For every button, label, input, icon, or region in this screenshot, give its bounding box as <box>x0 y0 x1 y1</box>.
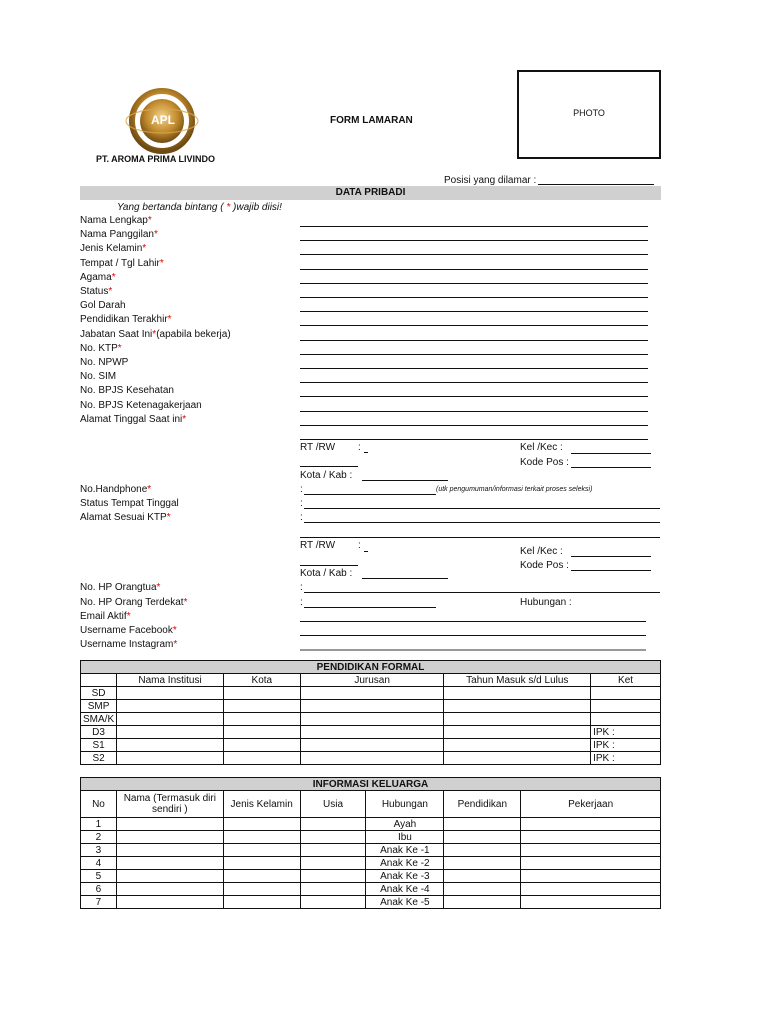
rt-rw-label: RT /RW <box>300 442 336 453</box>
hp-terdekat-label-text: No. HP Orang Terdekat <box>80 597 184 608</box>
rt-rw-ktp-label: RT /RW <box>300 540 336 551</box>
kel-kec-ktp-field[interactable] <box>571 556 651 557</box>
education-input-cell[interactable] <box>444 713 591 726</box>
family-input-cell[interactable] <box>300 818 366 831</box>
family-row-number: 7 <box>81 896 117 909</box>
email-label <box>80 611 131 622</box>
personal-field-extra: (apabila bekerja) <box>156 329 231 340</box>
rt-rw-colon: : <box>358 442 361 453</box>
family-column-header: Pendidikan <box>444 791 521 818</box>
education-input-cell[interactable] <box>300 739 444 752</box>
family-input-cell[interactable] <box>116 870 223 883</box>
family-row <box>81 818 661 831</box>
required-note-prefix: Yang bertanda bintang ( <box>117 202 224 213</box>
education-input-cell[interactable] <box>444 700 591 713</box>
email-label-text: Email Aktif <box>80 611 127 622</box>
education-column-header: Ket <box>591 674 661 687</box>
personal-field-input[interactable] <box>300 297 648 298</box>
family-input-cell[interactable] <box>444 857 521 870</box>
kel-kec-ktp-label: Kel /Kec : <box>520 546 563 557</box>
company-logo <box>96 88 231 168</box>
family-input-cell[interactable] <box>116 896 223 909</box>
education-column-header <box>81 674 117 687</box>
family-input-cell[interactable] <box>116 831 223 844</box>
personal-field-input[interactable] <box>300 254 648 255</box>
position-label: Posisi yang dilamar : <box>444 175 537 186</box>
facebook-star: * <box>172 625 177 636</box>
personal-field-label <box>80 272 116 283</box>
rt-rw-field[interactable] <box>364 452 368 453</box>
handphone-label <box>80 484 151 495</box>
education-input-cell[interactable] <box>300 713 444 726</box>
form-title: FORM LAMARAN <box>330 115 413 126</box>
personal-field-input[interactable] <box>300 396 648 397</box>
family-input-cell[interactable] <box>223 896 300 909</box>
instagram-star: * <box>173 639 178 650</box>
required-star: * <box>142 243 147 254</box>
education-input-cell[interactable] <box>444 726 591 739</box>
personal-field-label <box>80 414 186 425</box>
family-row <box>81 870 661 883</box>
education-input-cell[interactable] <box>444 739 591 752</box>
education-input-cell[interactable] <box>117 739 224 752</box>
family-row-number: 3 <box>81 844 117 857</box>
kode-pos-ktp-label: Kode Pos : <box>520 560 569 571</box>
position-field[interactable] <box>538 184 654 185</box>
family-input-cell[interactable] <box>300 883 366 896</box>
family-row-number: 6 <box>81 883 117 896</box>
family-input-cell[interactable] <box>300 831 366 844</box>
education-input-cell[interactable] <box>223 739 300 752</box>
personal-field-label-text: No. BPJS Ketenagakerjaan <box>80 400 202 411</box>
personal-field-input[interactable] <box>300 269 648 270</box>
education-table <box>80 660 661 765</box>
kota-kab-ktp-label: Kota / Kab : <box>300 568 353 579</box>
handphone-label-text: No.Handphone <box>80 484 148 495</box>
education-row <box>81 713 661 726</box>
hp-orangtua-field[interactable] <box>304 592 660 593</box>
family-input-cell[interactable] <box>521 844 661 857</box>
personal-field-label-text: No. NPWP <box>80 357 129 368</box>
personal-field-input[interactable] <box>300 425 648 426</box>
facebook-label <box>80 625 177 636</box>
alamat-ktp-label <box>80 512 171 523</box>
handphone-field[interactable] <box>304 494 436 495</box>
personal-field-label <box>80 357 128 368</box>
family-input-cell[interactable] <box>521 818 661 831</box>
hp-orangtua-colon: : <box>300 582 303 593</box>
family-relation: Anak Ke -1 <box>366 844 444 857</box>
family-relation: Anak Ke -2 <box>366 857 444 870</box>
kota-kab-label: Kota / Kab : <box>300 470 353 481</box>
personal-field-input[interactable] <box>300 382 648 383</box>
education-row <box>81 739 661 752</box>
personal-field-label <box>80 243 146 254</box>
education-ket-cell[interactable] <box>591 687 661 700</box>
personal-field-label-text: Pendidikan Terakhir <box>80 314 168 325</box>
personal-field-input[interactable] <box>300 226 648 227</box>
kode-pos-field[interactable] <box>571 467 651 468</box>
family-row-number: 5 <box>81 870 117 883</box>
education-input-cell[interactable] <box>444 752 591 765</box>
education-column-header: Jurusan <box>300 674 444 687</box>
family-input-cell[interactable] <box>223 870 300 883</box>
education-input-cell[interactable] <box>117 700 224 713</box>
personal-field-input[interactable] <box>300 354 648 355</box>
personal-field-input[interactable] <box>300 368 648 369</box>
personal-field-input[interactable] <box>300 283 648 284</box>
family-row <box>81 883 661 896</box>
family-input-cell[interactable] <box>521 831 661 844</box>
family-relation: Anak Ke -4 <box>366 883 444 896</box>
alamat-ktp-colon: : <box>300 512 303 523</box>
photo-label: PHOTO <box>573 108 605 118</box>
required-star: * <box>152 329 157 340</box>
required-note-star: * <box>223 202 234 213</box>
required-star: * <box>111 272 116 283</box>
family-input-cell[interactable] <box>223 831 300 844</box>
personal-field-label-text: Agama <box>80 272 112 283</box>
education-ket-cell[interactable]: IPK : <box>591 726 661 739</box>
family-row <box>81 844 661 857</box>
education-input-cell[interactable] <box>223 752 300 765</box>
email-star: * <box>126 611 131 622</box>
facebook-label-text: Username Facebook <box>80 625 173 636</box>
family-row <box>81 857 661 870</box>
personal-field-label <box>80 314 172 325</box>
family-column-header: Pekerjaan <box>521 791 661 818</box>
personal-field-input[interactable] <box>300 411 648 412</box>
family-input-cell[interactable] <box>223 844 300 857</box>
kota-kab-ktp-field[interactable] <box>362 578 448 579</box>
family-input-cell[interactable] <box>444 883 521 896</box>
education-input-cell[interactable] <box>223 687 300 700</box>
required-note <box>117 202 282 213</box>
education-input-cell[interactable] <box>117 752 224 765</box>
required-star: * <box>117 343 122 354</box>
family-input-cell[interactable] <box>444 896 521 909</box>
instagram-field[interactable] <box>300 649 646 651</box>
education-level: SMP <box>81 700 117 713</box>
family-input-cell[interactable] <box>116 883 223 896</box>
education-input-cell[interactable] <box>300 752 444 765</box>
education-section-title: PENDIDIKAN FORMAL <box>81 661 661 674</box>
family-column-header: Usia <box>300 791 366 818</box>
personal-field-label-text: No. BPJS Kesehatan <box>80 385 174 396</box>
alamat-ktp-star: * <box>166 512 171 523</box>
required-star: * <box>159 258 164 269</box>
personal-field-label-text: Alamat Tinggal Saat ini <box>80 414 183 425</box>
family-input-cell[interactable] <box>116 818 223 831</box>
family-input-cell[interactable] <box>521 857 661 870</box>
education-input-cell[interactable] <box>117 713 224 726</box>
family-input-cell[interactable] <box>444 870 521 883</box>
family-input-cell[interactable] <box>521 870 661 883</box>
alamat-ktp-field-2[interactable] <box>300 537 660 538</box>
family-input-cell[interactable] <box>300 857 366 870</box>
education-input-cell[interactable] <box>300 700 444 713</box>
alamat-ktp-label-text: Alamat Sesuai KTP <box>80 512 167 523</box>
hubungan-label: Hubungan : <box>520 597 572 608</box>
education-row <box>81 687 661 700</box>
family-row <box>81 831 661 844</box>
education-input-cell[interactable] <box>117 687 224 700</box>
hp-terdekat-colon: : <box>300 597 303 608</box>
education-ket-cell[interactable] <box>591 700 661 713</box>
personal-field-label-text: Nama Panggilan <box>80 229 154 240</box>
education-ket-cell[interactable]: IPK : <box>591 752 661 765</box>
family-column-header: Jenis Kelamin <box>223 791 300 818</box>
kode-pos-label: Kode Pos : <box>520 457 569 468</box>
family-row <box>81 896 661 909</box>
hp-terdekat-label <box>80 597 187 608</box>
personal-field-input[interactable] <box>300 240 648 241</box>
family-relation: Anak Ke -3 <box>366 870 444 883</box>
personal-field-label-text: No. KTP <box>80 343 118 354</box>
personal-field-label <box>80 329 231 340</box>
education-level: S1 <box>81 739 117 752</box>
email-field[interactable] <box>300 621 646 622</box>
personal-field-input[interactable] <box>300 340 648 341</box>
handphone-note: (utk pengumuman/informasi terkait proses seleksi) <box>436 486 593 493</box>
education-column-header: Kota <box>223 674 300 687</box>
instagram-label-text: Username Instagram <box>80 639 174 650</box>
personal-field-label <box>80 215 152 226</box>
required-note-suffix: )wajib diisi! <box>233 202 282 213</box>
required-star: * <box>182 414 187 425</box>
personal-field-label-text: Status <box>80 286 109 297</box>
address-field-continuation[interactable] <box>300 439 648 440</box>
education-input-cell[interactable] <box>444 687 591 700</box>
required-star: * <box>108 286 113 297</box>
family-input-cell[interactable] <box>300 870 366 883</box>
education-level: SD <box>81 687 117 700</box>
family-input-cell[interactable] <box>116 857 223 870</box>
kel-kec-field[interactable] <box>571 453 651 454</box>
personal-field-label <box>80 300 126 311</box>
personal-field-label <box>80 385 174 396</box>
rt-rw-ktp-underline <box>300 565 358 566</box>
education-input-cell[interactable] <box>117 726 224 739</box>
family-row-number: 4 <box>81 857 117 870</box>
status-tempat-field[interactable] <box>304 508 660 509</box>
family-relation: Ibu <box>366 831 444 844</box>
personal-field-label-text: Jenis Kelamin <box>80 243 143 254</box>
education-input-cell[interactable] <box>223 726 300 739</box>
hp-terdekat-field[interactable] <box>304 607 436 608</box>
education-input-cell[interactable] <box>300 687 444 700</box>
personal-field-label-text: Gol Darah <box>80 300 126 311</box>
rt-rw-underline <box>300 466 358 467</box>
status-tempat-colon: : <box>300 498 303 509</box>
education-level: S2 <box>81 752 117 765</box>
logo-text: APL <box>151 113 175 127</box>
kode-pos-ktp-field[interactable] <box>571 570 651 571</box>
family-column-header: Nama (Termasuk diri sendiri ) <box>116 791 223 818</box>
alamat-ktp-field[interactable] <box>304 522 660 523</box>
hp-orangtua-star: * <box>156 582 161 593</box>
family-column-header: Hubungan <box>366 791 444 818</box>
hp-orangtua-label <box>80 582 160 593</box>
kota-kab-field[interactable] <box>362 480 448 481</box>
handphone-colon: : <box>300 484 303 495</box>
hp-terdekat-star: * <box>183 597 188 608</box>
personal-section-title: DATA PRIBADI <box>80 186 661 200</box>
company-name: PT. AROMA PRIMA LIVINDO <box>96 154 215 164</box>
personal-field-label <box>80 371 116 382</box>
education-level: D3 <box>81 726 117 739</box>
family-input-cell[interactable] <box>300 844 366 857</box>
education-input-cell[interactable] <box>300 726 444 739</box>
personal-field-label <box>80 258 164 269</box>
family-input-cell[interactable] <box>521 883 661 896</box>
education-row <box>81 726 661 739</box>
required-star: * <box>167 314 172 325</box>
instagram-label <box>80 639 177 650</box>
family-input-cell[interactable] <box>444 844 521 857</box>
family-row-number: 1 <box>81 818 117 831</box>
personal-field-label <box>80 343 122 354</box>
family-input-cell[interactable] <box>444 831 521 844</box>
education-row <box>81 700 661 713</box>
education-ket-cell[interactable] <box>591 713 661 726</box>
handphone-star: * <box>147 484 152 495</box>
personal-field-input[interactable] <box>300 325 648 326</box>
family-input-cell[interactable] <box>300 896 366 909</box>
rt-rw-ktp-field[interactable] <box>364 551 368 552</box>
personal-field-input[interactable] <box>300 311 648 312</box>
family-input-cell[interactable] <box>223 883 300 896</box>
family-row-number: 2 <box>81 831 117 844</box>
education-row <box>81 752 661 765</box>
education-column-header: Tahun Masuk s/d Lulus <box>444 674 591 687</box>
status-tempat-label: Status Tempat Tinggal <box>80 498 179 509</box>
education-column-header: Nama Institusi <box>117 674 224 687</box>
education-input-cell[interactable] <box>223 700 300 713</box>
family-input-cell[interactable] <box>223 857 300 870</box>
family-input-cell[interactable] <box>521 896 661 909</box>
personal-field-label-text: Jabatan Saat Ini <box>80 329 153 340</box>
personal-field-label <box>80 286 112 297</box>
photo-box[interactable] <box>517 70 661 159</box>
required-star: * <box>147 215 152 226</box>
family-relation: Ayah <box>366 818 444 831</box>
personal-field-label <box>80 400 202 411</box>
family-input-cell[interactable] <box>444 818 521 831</box>
rt-rw-ktp-colon: : <box>358 540 361 551</box>
family-column-header: No <box>81 791 117 818</box>
kel-kec-label: Kel /Kec : <box>520 442 563 453</box>
personal-field-label-text: Tempat / Tgl Lahir <box>80 258 160 269</box>
education-level: SMA/K <box>81 713 117 726</box>
hp-orangtua-label-text: No. HP Orangtua <box>80 582 157 593</box>
family-relation: Anak Ke -5 <box>366 896 444 909</box>
personal-field-label-text: No. SIM <box>80 371 117 382</box>
personal-field-label-text: Nama Lengkap <box>80 215 148 226</box>
family-input-cell[interactable] <box>116 844 223 857</box>
education-ket-cell[interactable]: IPK : <box>591 739 661 752</box>
required-star: * <box>153 229 158 240</box>
family-input-cell[interactable] <box>223 818 300 831</box>
education-input-cell[interactable] <box>223 713 300 726</box>
family-table <box>80 777 661 909</box>
facebook-field[interactable] <box>300 635 646 636</box>
personal-field-label <box>80 229 158 240</box>
family-section-title: INFORMASI KELUARGA <box>81 778 661 791</box>
